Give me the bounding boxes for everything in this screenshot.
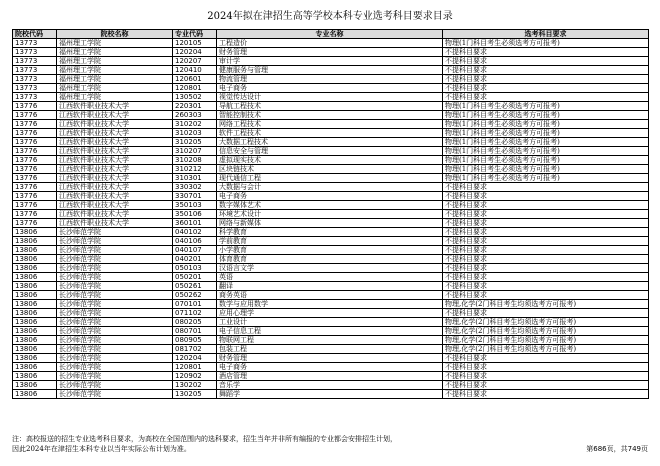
footnote-line-2: 因此2024年在津招生本科专业以当年实际公布计划为准。 [12,445,191,453]
cell-major-name: 物流管理 [217,75,443,84]
cell-school-code: 13806 [13,237,57,246]
cell-major-name: 汉语言文学 [217,264,443,273]
cell-subject-requirement: 不提科目要求 [443,246,649,255]
cell-major-code: 050201 [173,273,217,282]
cell-major-code: 120601 [173,75,217,84]
cell-major-code: 130202 [173,381,217,390]
cell-school-name: 长沙师范学院 [57,363,173,372]
cell-school-code: 13773 [13,84,57,93]
cell-major-code: 330302 [173,183,217,192]
header-school-code: 院校代码 [13,30,57,39]
cell-school-code: 13806 [13,345,57,354]
cell-major-code: 350103 [173,201,217,210]
cell-major-name: 音乐学 [217,381,443,390]
cell-school-name: 福州理工学院 [57,93,173,102]
cell-school-name: 江西软件职业技术大学 [57,156,173,165]
table-row [13,381,649,390]
cell-major-name: 数字媒体艺术 [217,201,443,210]
page-title: 2024年拟在津招生高等学校本科专业选考科目要求目录 [207,11,453,22]
cell-major-code: 220301 [173,102,217,111]
cell-major-name: 酒店管理 [217,372,443,381]
cell-subject-requirement: 物理(1门科目考生必须选考方可报考) [443,147,649,156]
cell-subject-requirement: 不提科目要求 [443,372,649,381]
cell-major-name: 科学教育 [217,228,443,237]
cell-school-code: 13776 [13,120,57,129]
cell-school-name: 江西软件职业技术大学 [57,165,173,174]
cell-major-name: 体育教育 [217,255,443,264]
table-row [13,156,649,165]
cell-major-name: 翻译 [217,282,443,291]
cell-subject-requirement: 不提科目要求 [443,264,649,273]
cell-major-code: 040102 [173,228,217,237]
cell-major-code: 120105 [173,39,217,48]
table-row [13,129,649,138]
cell-major-code: 120207 [173,57,217,66]
cell-subject-requirement: 不提科目要求 [443,255,649,264]
cell-school-name: 福州理工学院 [57,75,173,84]
table-header-row [13,30,649,39]
cell-major-code: 310203 [173,129,217,138]
cell-subject-requirement: 物理(1门科目考生必须选考方可报考) [443,156,649,165]
table-row [13,327,649,336]
cell-major-code: 130502 [173,93,217,102]
requirements-table [12,29,649,399]
cell-school-code: 13806 [13,273,57,282]
cell-major-name: 学前教育 [217,237,443,246]
cell-major-name: 环境艺术设计 [217,210,443,219]
cell-school-name: 长沙师范学院 [57,255,173,264]
table-row [13,183,649,192]
cell-major-code: 080205 [173,318,217,327]
cell-school-code: 13806 [13,246,57,255]
cell-school-code: 13776 [13,138,57,147]
cell-subject-requirement: 不提科目要求 [443,75,649,84]
cell-subject-requirement: 不提科目要求 [443,183,649,192]
cell-school-code: 13776 [13,129,57,138]
cell-subject-requirement: 不提科目要求 [443,381,649,390]
cell-school-code: 13806 [13,255,57,264]
cell-major-name: 小学教育 [217,246,443,255]
cell-school-code: 13806 [13,309,57,318]
cell-school-code: 13776 [13,192,57,201]
table-row [13,147,649,156]
cell-major-code: 071102 [173,309,217,318]
cell-major-code: 310301 [173,174,217,183]
cell-subject-requirement: 不提科目要求 [443,219,649,228]
cell-school-code: 13806 [13,372,57,381]
table-row [13,309,649,318]
cell-major-name: 舞蹈学 [217,390,443,399]
cell-school-name: 长沙师范学院 [57,381,173,390]
cell-major-name: 导航工程技术 [217,102,443,111]
cell-subject-requirement: 物理(1门科目考生必须选考方可报考) [443,111,649,120]
cell-subject-requirement: 不提科目要求 [443,228,649,237]
table-row [13,345,649,354]
cell-major-name: 现代通信工程 [217,174,443,183]
table-row [13,165,649,174]
cell-major-code: 310208 [173,156,217,165]
cell-major-name: 信息安全与管理 [217,147,443,156]
table-row [13,237,649,246]
cell-school-name: 长沙师范学院 [57,372,173,381]
cell-major-name: 健康服务与管理 [217,66,443,75]
footnote-line-1: 注：高校报送的招生专业选考科目要求，为高校在全国范围内的选科要求，招生当年并非所有编报的专业都会安排招生计划， [12,435,397,443]
cell-subject-requirement: 不提科目要求 [443,354,649,363]
cell-school-code: 13806 [13,300,57,309]
table-row [13,192,649,201]
cell-school-name: 长沙师范学院 [57,345,173,354]
cell-school-name: 长沙师范学院 [57,228,173,237]
cell-school-name: 长沙师范学院 [57,273,173,282]
page-suffix: 页 [641,445,648,453]
page-prefix: 第 [586,445,594,453]
cell-school-name: 江西软件职业技术大学 [57,111,173,120]
cell-major-code: 120204 [173,354,217,363]
cell-major-name: 工业设计 [217,318,443,327]
cell-school-code: 13776 [13,111,57,120]
table-row [13,66,649,75]
cell-major-code: 310202 [173,120,217,129]
table-row [13,120,649,129]
cell-subject-requirement: 不提科目要求 [443,48,649,57]
cell-school-name: 江西软件职业技术大学 [57,147,173,156]
table-row [13,246,649,255]
cell-major-code: 120410 [173,66,217,75]
cell-subject-requirement: 不提科目要求 [443,282,649,291]
table-row [13,363,649,372]
cell-school-code: 13776 [13,156,57,165]
header-subject-requirement: 选考科目要求 [443,30,649,39]
cell-major-name: 英语 [217,273,443,282]
table-row [13,93,649,102]
cell-major-name: 网络工程技术 [217,120,443,129]
cell-major-code: 080905 [173,336,217,345]
cell-school-name: 福州理工学院 [57,48,173,57]
cell-school-name: 江西软件职业技术大学 [57,129,173,138]
page-number [586,444,648,454]
cell-school-name: 江西软件职业技术大学 [57,210,173,219]
cell-major-code: 050261 [173,282,217,291]
table-row [13,318,649,327]
cell-school-name: 江西软件职业技术大学 [57,219,173,228]
header-major-code: 专业代码 [173,30,217,39]
cell-major-code: 120902 [173,372,217,381]
table-row [13,219,649,228]
table-row [13,174,649,183]
table-row [13,39,649,48]
cell-school-code: 13776 [13,210,57,219]
cell-school-code: 13773 [13,48,57,57]
cell-school-name: 福州理工学院 [57,57,173,66]
table-row [13,291,649,300]
cell-school-code: 13776 [13,147,57,156]
table-row [13,48,649,57]
table-row [13,264,649,273]
cell-major-name: 应用心理学 [217,309,443,318]
cell-subject-requirement: 物理,化学(2门科目考生均须选考方可报考) [443,300,649,309]
cell-school-code: 13776 [13,219,57,228]
cell-school-name: 江西软件职业技术大学 [57,120,173,129]
cell-school-code: 13773 [13,75,57,84]
cell-subject-requirement: 不提科目要求 [443,309,649,318]
page-middle: 页，共 [606,445,628,453]
cell-school-code: 13776 [13,201,57,210]
footnote [12,434,648,454]
cell-school-name: 长沙师范学院 [57,264,173,273]
cell-school-name: 江西软件职业技术大学 [57,174,173,183]
cell-subject-requirement: 物理(1门科目考生必须选考方可报考) [443,120,649,129]
table-row [13,372,649,381]
cell-subject-requirement: 不提科目要求 [443,57,649,66]
cell-subject-requirement: 不提科目要求 [443,192,649,201]
cell-school-name: 江西软件职业技术大学 [57,183,173,192]
cell-school-code: 13773 [13,93,57,102]
table-row [13,138,649,147]
cell-subject-requirement: 不提科目要求 [443,66,649,75]
cell-major-code: 360101 [173,219,217,228]
table-row [13,111,649,120]
cell-major-name: 区块链技术 [217,165,443,174]
cell-subject-requirement: 物理(1门科目考生必须选考方可报考) [443,138,649,147]
cell-school-name: 长沙师范学院 [57,300,173,309]
cell-major-name: 智能控制技术 [217,111,443,120]
cell-school-code: 13773 [13,57,57,66]
cell-school-code: 13806 [13,363,57,372]
cell-subject-requirement: 不提科目要求 [443,210,649,219]
header-school-name: 院校名称 [57,30,173,39]
cell-subject-requirement: 不提科目要求 [443,363,649,372]
cell-major-code: 310207 [173,147,217,156]
cell-major-code: 130205 [173,390,217,399]
cell-major-code: 080701 [173,327,217,336]
table-row [13,201,649,210]
table-row [13,390,649,399]
cell-major-name: 电子商务 [217,84,443,93]
cell-major-name: 电子商务 [217,363,443,372]
cell-school-name: 江西软件职业技术大学 [57,102,173,111]
cell-subject-requirement: 不提科目要求 [443,84,649,93]
table-row [13,102,649,111]
cell-school-code: 13806 [13,354,57,363]
table-row [13,336,649,345]
cell-school-code: 13806 [13,327,57,336]
table-row [13,57,649,66]
table-row [13,273,649,282]
table-row [13,84,649,93]
cell-school-name: 长沙师范学院 [57,318,173,327]
cell-school-code: 13773 [13,66,57,75]
cell-major-code: 050103 [173,264,217,273]
cell-major-name: 数学与应用数学 [217,300,443,309]
cell-major-name: 电子商务 [217,192,443,201]
cell-major-code: 260303 [173,111,217,120]
cell-school-code: 13806 [13,390,57,399]
cell-major-code: 310212 [173,165,217,174]
page-total: 749 [627,445,641,453]
table-row [13,354,649,363]
cell-major-name: 物联网工程 [217,336,443,345]
cell-school-name: 长沙师范学院 [57,282,173,291]
cell-subject-requirement: 物理(1门科目考生必须选考方可报考) [443,174,649,183]
cell-major-code: 050262 [173,291,217,300]
cell-major-code: 310205 [173,138,217,147]
cell-school-code: 13776 [13,183,57,192]
cell-school-code: 13806 [13,228,57,237]
cell-school-name: 长沙师范学院 [57,291,173,300]
cell-school-code: 13773 [13,39,57,48]
cell-school-name: 福州理工学院 [57,84,173,93]
cell-major-code: 081702 [173,345,217,354]
cell-major-code: 120801 [173,363,217,372]
cell-school-name: 江西软件职业技术大学 [57,201,173,210]
cell-school-code: 13806 [13,282,57,291]
cell-school-name: 长沙师范学院 [57,246,173,255]
cell-school-code: 13776 [13,102,57,111]
cell-subject-requirement: 不提科目要求 [443,390,649,399]
cell-major-code: 350106 [173,210,217,219]
cell-subject-requirement: 物理,化学(2门科目考生均须选考方可报考) [443,336,649,345]
cell-major-code: 040201 [173,255,217,264]
cell-school-code: 13776 [13,174,57,183]
table-row [13,228,649,237]
cell-major-name: 大数据工程技术 [217,138,443,147]
cell-school-name: 长沙师范学院 [57,327,173,336]
cell-major-name: 视觉传达设计 [217,93,443,102]
cell-subject-requirement: 物理,化学(2门科目考生均须选考方可报考) [443,318,649,327]
cell-major-code: 330701 [173,192,217,201]
cell-major-name: 工程造价 [217,39,443,48]
cell-major-name: 商务英语 [217,291,443,300]
cell-major-name: 软件工程技术 [217,129,443,138]
table-row [13,75,649,84]
cell-school-code: 13806 [13,291,57,300]
cell-subject-requirement: 物理,化学(2门科目考生均须选考方可报考) [443,327,649,336]
cell-subject-requirement: 不提科目要求 [443,93,649,102]
cell-major-name: 包装工程 [217,345,443,354]
cell-subject-requirement: 物理(1门科目考生必须选考方可报考) [443,102,649,111]
cell-school-name: 长沙师范学院 [57,354,173,363]
cell-school-code: 13806 [13,264,57,273]
cell-major-name: 财务管理 [217,354,443,363]
cell-school-name: 福州理工学院 [57,39,173,48]
cell-major-name: 审计学 [217,57,443,66]
cell-subject-requirement: 物理(1门科目考生必须选考方可报考) [443,165,649,174]
cell-major-code: 070101 [173,300,217,309]
cell-major-code: 040106 [173,237,217,246]
table-row [13,300,649,309]
cell-school-name: 长沙师范学院 [57,237,173,246]
cell-subject-requirement: 不提科目要求 [443,291,649,300]
cell-major-name: 网络与新媒体 [217,219,443,228]
header-major-name: 专业名称 [217,30,443,39]
cell-major-name: 财务管理 [217,48,443,57]
page-current: 686 [593,445,607,453]
cell-school-name: 福州理工学院 [57,66,173,75]
cell-subject-requirement: 不提科目要求 [443,273,649,282]
cell-major-code: 040107 [173,246,217,255]
cell-school-name: 长沙师范学院 [57,309,173,318]
cell-subject-requirement: 物理,化学(2门科目考生均须选考方可报考) [443,345,649,354]
cell-school-name: 江西软件职业技术大学 [57,192,173,201]
cell-major-name: 大数据与会计 [217,183,443,192]
cell-major-code: 120204 [173,48,217,57]
cell-subject-requirement: 物理(1门科目考生必须选考方可报考) [443,129,649,138]
cell-school-name: 长沙师范学院 [57,390,173,399]
cell-subject-requirement: 不提科目要求 [443,237,649,246]
table-row [13,255,649,264]
cell-school-code: 13806 [13,318,57,327]
cell-subject-requirement: 不提科目要求 [443,201,649,210]
cell-school-code: 13776 [13,165,57,174]
cell-school-code: 13806 [13,381,57,390]
cell-major-name: 虚拟现实技术 [217,156,443,165]
cell-major-code: 120801 [173,84,217,93]
cell-major-name: 电子信息工程 [217,327,443,336]
cell-school-name: 长沙师范学院 [57,336,173,345]
cell-school-code: 13806 [13,336,57,345]
cell-school-name: 江西软件职业技术大学 [57,138,173,147]
table-body [13,39,649,399]
table-row [13,282,649,291]
cell-subject-requirement: 物理(1门科目考生必须选考方可报考) [443,39,649,48]
table-row [13,210,649,219]
